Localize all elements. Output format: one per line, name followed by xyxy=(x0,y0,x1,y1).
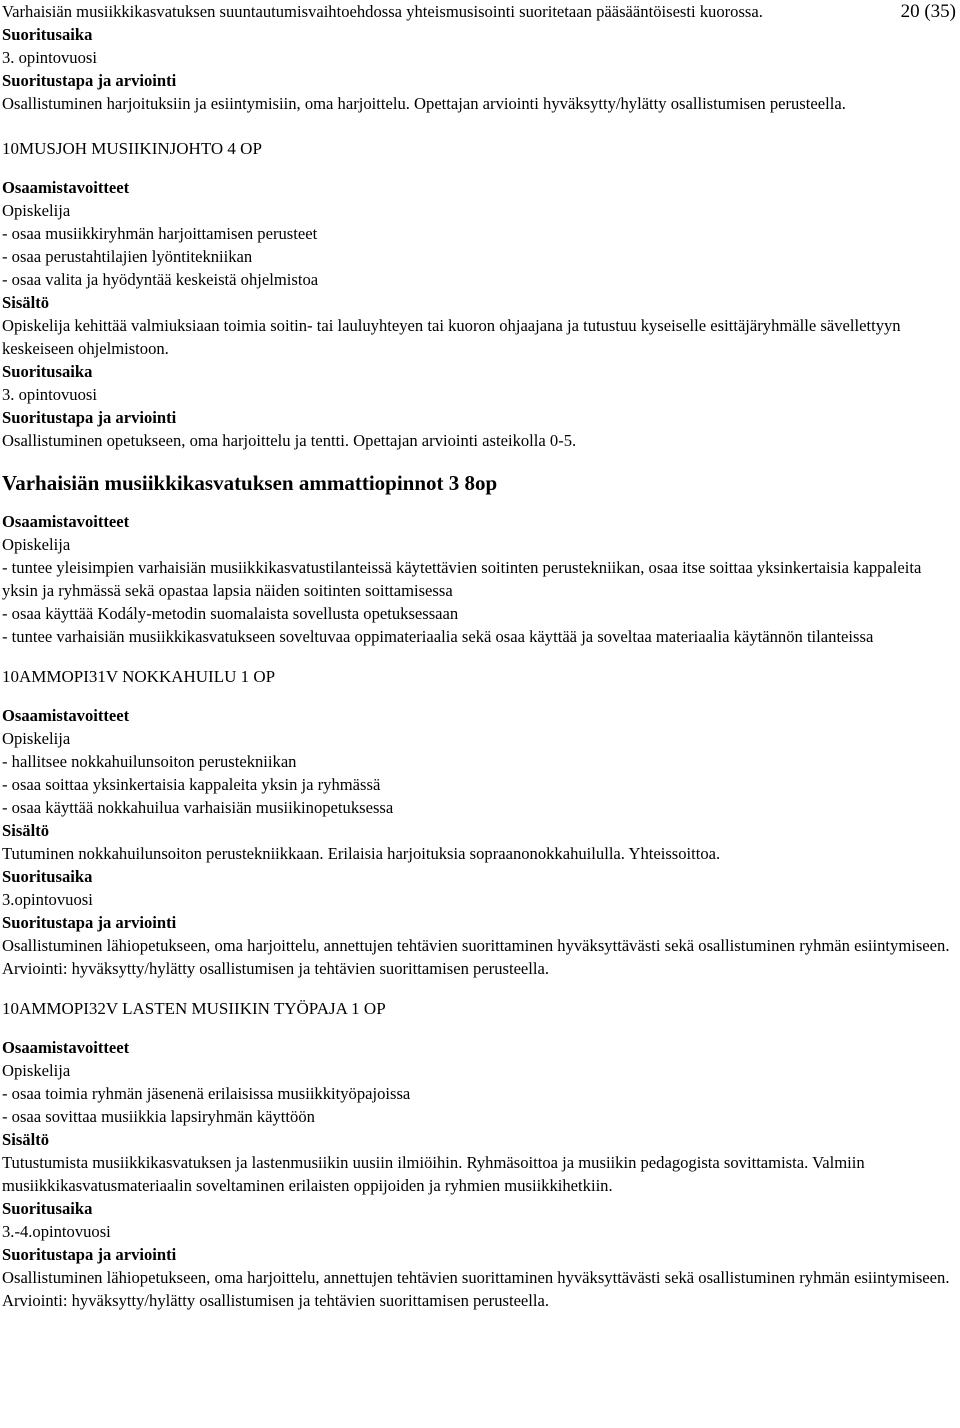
section-title: Varhaisiän musiikkikasvatuksen ammattiopinnot 3 8op xyxy=(2,471,498,495)
course-nokkahuilu xyxy=(2,665,956,980)
heading-suoritustapa: Suoritustapa ja arviointi xyxy=(2,408,177,427)
heading-suoritustapa: Suoritustapa ja arviointi xyxy=(2,913,177,932)
heading-osaamistavoitteet: Osaamistavoitteet xyxy=(2,178,130,197)
course-musjoh xyxy=(2,137,956,452)
content-paragraph: Tutuminen nokkahuilunsoiton perustekniikkaan. Erilaisia harjoituksia sopraanonokkahuilulla. Yhteissoittoa. xyxy=(2,844,721,863)
goal-item: - osaa valita ja hyödyntää keskeistä ohjelmistoa xyxy=(2,270,319,289)
intro-text: Varhaisiän musiikkikasvatuksen suuntautumisvaihtoehdossa yhteismusisointi suoritetaan pääsääntöisesti kuorossa. xyxy=(2,2,763,21)
heading-sisalto: Sisältö xyxy=(2,821,50,840)
goal-item: - hallitsee nokkahuilunsoiton perustekniikan xyxy=(2,752,297,771)
goal-item: - tuntee varhaisiän musiikkikasvatukseen soveltuvaa oppimateriaalia sekä osaa käyttää ja soveltaa materiaalia käytännön tilanteissa xyxy=(2,627,874,646)
heading-suoritusaika: Suoritusaika xyxy=(2,867,93,886)
assessment-paragraph: Osallistuminen harjoituksiin ja esiintymisiin, oma harjoittelu. Opettajan arviointi hyväksytty/hylätty osallistumisen perusteella. xyxy=(2,94,846,113)
assessment-paragraph: Osallistuminen lähiopetukseen, oma harjoittelu, annettujen tehtävien suorittaminen hyväksyttävästi sekä osallistuminen ryhmän esiintymiseen. Arviointi: hyväksytty/hylätty osallistumisen ja tehtävien suorittamisen perusteella. xyxy=(2,1268,950,1310)
intro-block xyxy=(2,0,956,115)
heading-osaamistavoitteet: Osaamistavoitteet xyxy=(2,706,130,725)
content-paragraph: Tutustumista musiikkikasvatuksen ja lastenmusiikin uusiin ilmiöihin. Ryhmäsoittoa ja musiikin pedagogista sovittamista. Valmiin musiikkikasvatusmateriaalin soveltaminen erilaisten oppijoiden ja ryhmien musiikkihetkiin. xyxy=(2,1153,865,1195)
goal-item: - osaa sovittaa musiikkia lapsiryhmän käyttöön xyxy=(2,1107,315,1126)
course-title: 10AMMOPI31V NOKKAHUILU 1 OP xyxy=(2,667,276,686)
goal-item: - osaa käyttää nokkahuilua varhaisiän musiikinopetuksessa xyxy=(2,798,394,817)
study-year: 3. opintovuosi xyxy=(2,385,97,404)
section-varhaisian xyxy=(2,470,956,648)
page-number: 20 (35) xyxy=(900,1,956,22)
label-opiskelija: Opiskelija xyxy=(2,535,71,554)
goal-item: - osaa musiikkiryhmän harjoittamisen perusteet xyxy=(2,224,318,243)
heading-sisalto: Sisältö xyxy=(2,1130,50,1149)
heading-osaamistavoitteet: Osaamistavoitteet xyxy=(2,512,130,531)
heading-suoritusaika: Suoritusaika xyxy=(2,362,93,381)
goal-item: - osaa toimia ryhmän jäsenenä erilaisissa musiikkityöpajoissa xyxy=(2,1084,411,1103)
label-opiskelija: Opiskelija xyxy=(2,729,71,748)
study-year: 3.-4.opintovuosi xyxy=(2,1222,111,1241)
heading-suoritusaika: Suoritusaika xyxy=(2,25,93,44)
goal-item: - osaa käyttää Kodály-metodin suomalaista sovellusta opetuksessaan xyxy=(2,604,459,623)
label-opiskelija: Opiskelija xyxy=(2,201,71,220)
study-year: 3.opintovuosi xyxy=(2,890,93,909)
assessment-paragraph: Osallistuminen opetukseen, oma harjoittelu ja tentti. Opettajan arviointi asteikolla 0-5. xyxy=(2,431,577,450)
label-opiskelija: Opiskelija xyxy=(2,1061,71,1080)
document-page xyxy=(2,0,956,1312)
assessment-paragraph: Osallistuminen lähiopetukseen, oma harjoittelu, annettujen tehtävien suorittaminen hyväksyttävästi sekä osallistuminen ryhmän esiintymiseen. Arviointi: hyväksytty/hylätty osallistumisen ja tehtävien suorittamisen perusteella. xyxy=(2,936,950,978)
course-title: 10MUSJOH MUSIIKINJOHTO 4 OP xyxy=(2,139,262,158)
heading-suoritustapa: Suoritustapa ja arviointi xyxy=(2,71,177,90)
heading-sisalto: Sisältö xyxy=(2,293,50,312)
goal-item: - tuntee yleisimpien varhaisiän musiikkikasvatustilanteissä käytettävien soitinten perustekniikan, osaa itse soittaa yksinkertaisia kappaleita yksin ja ryhmässä sekä opastaa lapsia näiden soitinten soittamisessa xyxy=(2,558,922,600)
goal-item: - osaa soittaa yksinkertaisia kappaleita yksin ja ryhmässä xyxy=(2,775,381,794)
course-tyopaja xyxy=(2,997,956,1312)
heading-osaamistavoitteet: Osaamistavoitteet xyxy=(2,1038,130,1057)
study-year: 3. opintovuosi xyxy=(2,48,97,67)
heading-suoritusaika: Suoritusaika xyxy=(2,1199,93,1218)
content-paragraph: Opiskelija kehittää valmiuksiaan toimia soitin- tai lauluyhteyen tai kuoron ohjaajana ja tutustuu kyseiselle esittäjäryhmälle sävellettyyn keskeiseen ohjelmistoon. xyxy=(2,316,901,358)
heading-suoritustapa: Suoritustapa ja arviointi xyxy=(2,1245,177,1264)
goal-item: - osaa perustahtilajien lyöntitekniikan xyxy=(2,247,253,266)
course-title: 10AMMOPI32V LASTEN MUSIIKIN TYÖPAJA 1 OP xyxy=(2,999,386,1018)
